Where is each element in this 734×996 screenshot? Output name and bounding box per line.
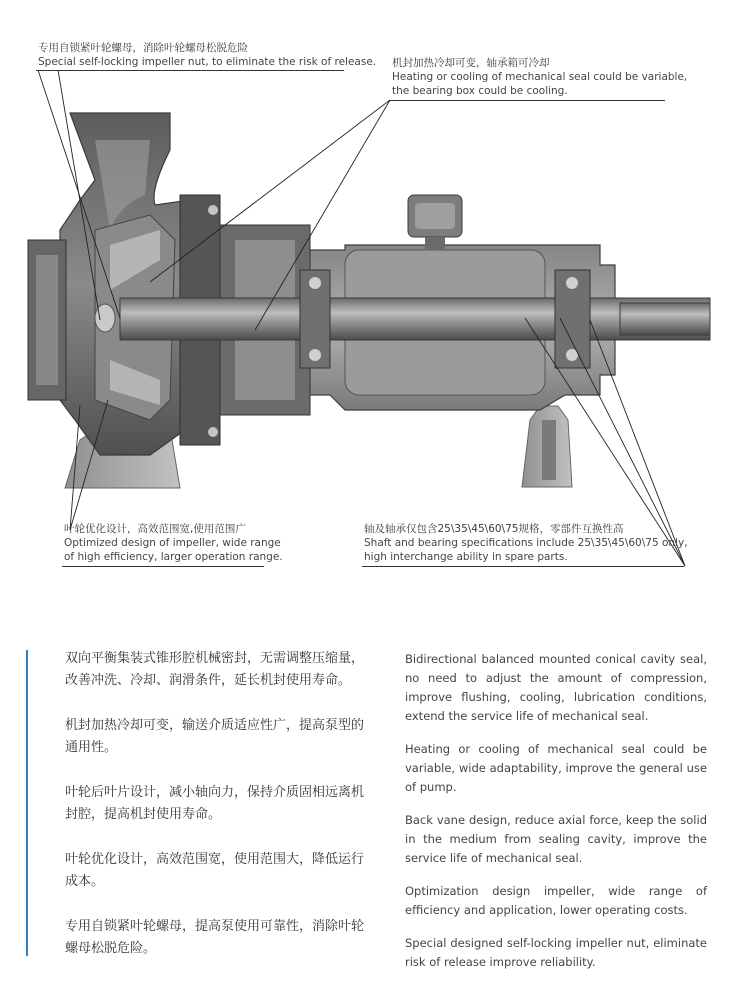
callout-seal-cooling	[392, 56, 687, 98]
feature-en-item: Bidirectional balanced mounted conical cavity seal, no need to adjust the amount of compression, improve flushing, cooling, lubrication conditions, extend the service life of mechanical seal.	[405, 652, 707, 723]
callout-impeller-design	[64, 522, 283, 564]
callout-impeller-zh: 叶轮优化设计，高效范围宽,使用范围广	[64, 523, 246, 535]
feature-zh-item: 叶轮后叶片设计，减小轴向力，保持介质固相远离机封腔，提高机封使用寿命。	[65, 785, 365, 822]
callout-impeller-en-line2: of high efficiency, larger operation range.	[64, 551, 283, 563]
callout-shaft-en-line2: high interchange ability in spare parts.	[364, 551, 568, 563]
bearing-support-foot	[522, 406, 572, 487]
feature-en-item: Special designed self-locking impeller nut, eliminate risk of release improve reliability.	[405, 936, 707, 969]
callout-impeller-en-line1: Optimized design of impeller, wide range	[64, 537, 281, 549]
callout-seal-rule	[390, 100, 665, 101]
callout-shaft-rule	[362, 566, 684, 567]
callout-impeller-nut	[38, 41, 376, 69]
oil-breather-cap	[408, 195, 462, 249]
callout-seal-en-line2: the bearing box could be cooling.	[392, 85, 568, 97]
bearing-inboard	[300, 270, 330, 368]
callout-shaft-zh: 轴及轴承仅包含25\35\45\60\75规格，零部件互换性高	[364, 523, 624, 535]
callout-nut-en: Special self-locking impeller nut, to eliminate the risk of release.	[38, 56, 377, 68]
pump-shaft	[120, 298, 710, 340]
callout-nut-rule	[36, 70, 344, 71]
feature-en-item: Heating or cooling of mechanical seal could be variable, wide adaptability, improve the general use of pump.	[405, 742, 707, 794]
callout-seal-en-line1: Heating or cooling of mechanical seal could be variable,	[392, 71, 688, 83]
callout-shaft-bearing	[364, 522, 688, 564]
callout-seal-zh: 机封加热冷却可变，轴承箱可冷却	[392, 57, 550, 69]
features-zh-column	[65, 648, 370, 983]
feature-zh-item: 双向平衡集装式锥形腔机械密封，无需调整压缩量，改善冲洗、冷却、润滑条件，延长机封使用寿命。	[65, 651, 365, 688]
feature-zh-item: 叶轮优化设计，高效范围宽，使用范围大，降低运行成本。	[65, 852, 365, 889]
accent-bar	[26, 650, 28, 956]
feature-en-item: Optimization design impeller, wide range of efficiency and application, lower operating costs.	[405, 884, 707, 917]
feature-zh-item: 机封加热冷却可变，输送介质适应性广，提高泵型的通用性。	[65, 718, 365, 755]
features-en-column	[405, 650, 707, 986]
feature-zh-item: 专用自锁紧叶轮螺母，提高泵使用可靠性，消除叶轮螺母松脱危险。	[65, 919, 365, 956]
callout-shaft-en-line1: Shaft and bearing specifications include 25\35\45\60\75 only,	[364, 537, 688, 549]
callout-nut-zh: 专用自锁紧叶轮螺母，消除叶轮螺母松脱危险	[38, 42, 248, 54]
feature-en-item: Back vane design, reduce axial force, keep the solid in the medium from sealing cavity, improve the service life of mechanical seal.	[405, 813, 707, 865]
callout-impeller-rule	[62, 566, 264, 567]
